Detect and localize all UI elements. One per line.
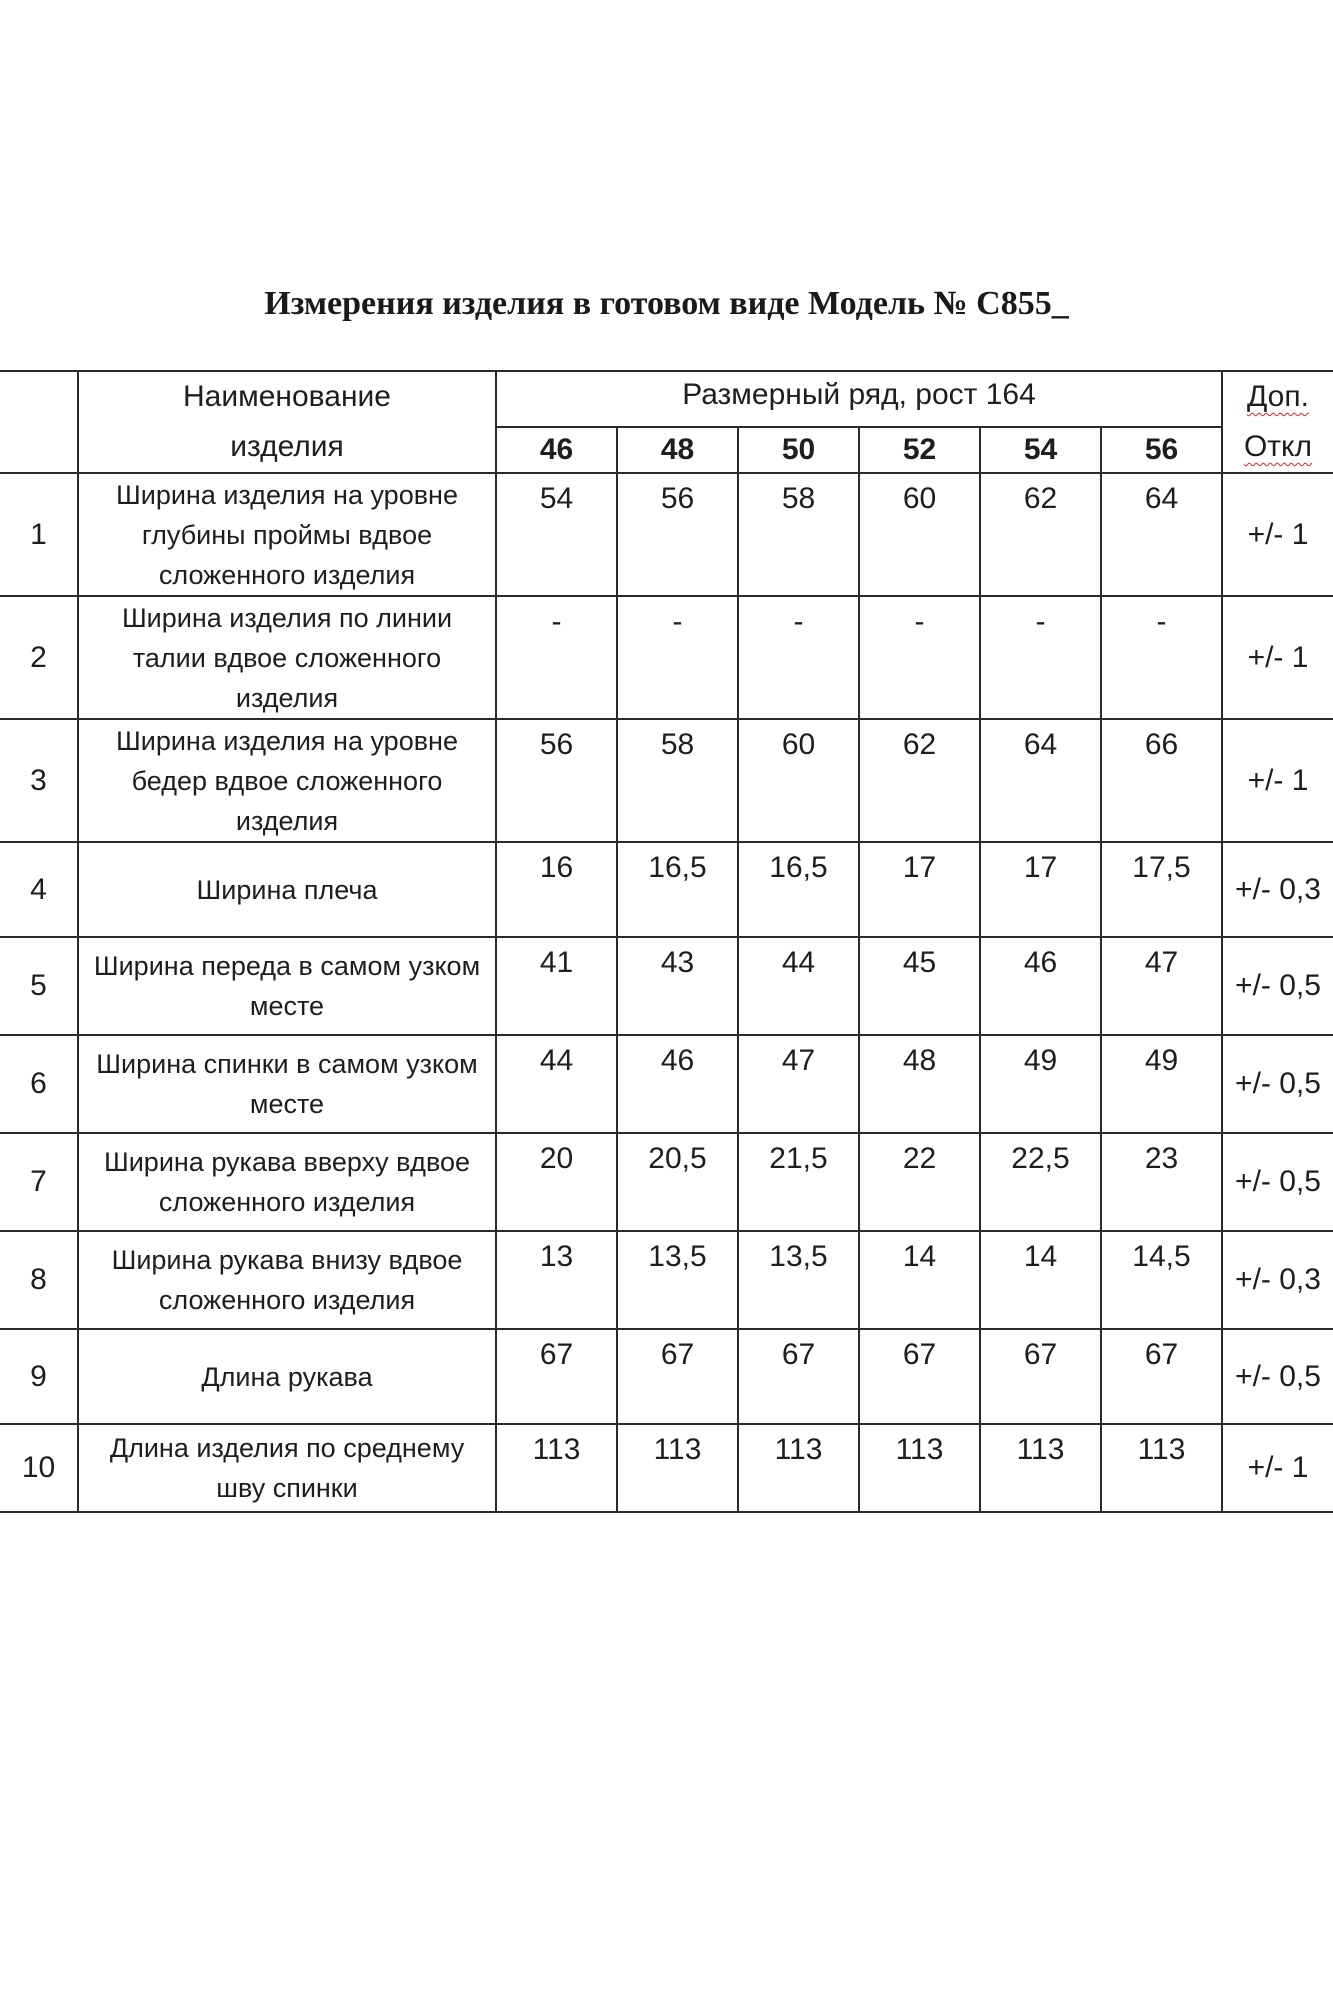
header-size-1: 48 xyxy=(617,427,738,473)
header-tolerance-cell xyxy=(1222,371,1333,473)
table-row xyxy=(0,1424,1333,1512)
header-name-line1: Наименование xyxy=(183,380,391,413)
row-value-size-54: 62 xyxy=(980,473,1101,596)
header-size-0: 46 xyxy=(496,427,617,473)
row-tolerance: +/- 0,5 xyxy=(1222,1035,1333,1133)
row-tolerance: +/- 1 xyxy=(1222,719,1333,842)
row-name: Ширина изделия по линии талии вдвое сложенного изделия xyxy=(78,596,496,719)
row-value-size-48: 43 xyxy=(617,937,738,1035)
header-name-line2: изделия xyxy=(230,430,344,463)
row-value-size-48: 16,5 xyxy=(617,842,738,937)
row-value-size-54: 67 xyxy=(980,1329,1101,1424)
row-value-size-50: 47 xyxy=(738,1035,859,1133)
table-row xyxy=(0,1231,1333,1329)
row-value-size-56: 17,5 xyxy=(1101,842,1222,937)
document-title: Измерения изделия в готовом виде Модель № С855_ xyxy=(264,285,1069,322)
row-tolerance: +/- 1 xyxy=(1222,1424,1333,1512)
row-value-size-52: 60 xyxy=(859,473,980,596)
row-value-size-46: 56 xyxy=(496,719,617,842)
row-name: Ширина переда в самом узком месте xyxy=(78,937,496,1035)
row-value-size-46: 41 xyxy=(496,937,617,1035)
row-value-size-46: 113 xyxy=(496,1424,617,1512)
row-value-size-50: - xyxy=(738,596,859,719)
measurements-table xyxy=(0,370,1333,1513)
row-name: Ширина спинки в самом узком месте xyxy=(78,1035,496,1133)
row-value-size-52: 113 xyxy=(859,1424,980,1512)
row-value-size-46: 54 xyxy=(496,473,617,596)
row-value-size-56: - xyxy=(1101,596,1222,719)
table-row xyxy=(0,842,1333,937)
row-value-size-54: 14 xyxy=(980,1231,1101,1329)
row-tolerance: +/- 0,3 xyxy=(1222,842,1333,937)
row-name: Длина изделия по среднему шву спинки xyxy=(78,1424,496,1512)
header-name-cell xyxy=(78,371,496,473)
row-number: 1 xyxy=(0,473,78,596)
header-tolerance-line2: Откл xyxy=(1243,430,1313,463)
table-row xyxy=(0,937,1333,1035)
row-value-size-52: 45 xyxy=(859,937,980,1035)
header-size-3: 52 xyxy=(859,427,980,473)
row-value-size-50: 44 xyxy=(738,937,859,1035)
header-tolerance-line1: Доп. xyxy=(1247,380,1309,413)
row-number: 4 xyxy=(0,842,78,937)
row-value-size-46: - xyxy=(496,596,617,719)
row-value-size-46: 16 xyxy=(496,842,617,937)
row-value-size-54: 46 xyxy=(980,937,1101,1035)
row-number: 3 xyxy=(0,719,78,842)
row-value-size-54: 113 xyxy=(980,1424,1101,1512)
row-value-size-56: 66 xyxy=(1101,719,1222,842)
header-number-cell xyxy=(0,371,78,473)
row-value-size-56: 14,5 xyxy=(1101,1231,1222,1329)
row-value-size-56: 67 xyxy=(1101,1329,1222,1424)
row-value-size-48: 113 xyxy=(617,1424,738,1512)
row-tolerance: +/- 0,5 xyxy=(1222,1329,1333,1424)
row-value-size-52: 14 xyxy=(859,1231,980,1329)
row-value-size-50: 113 xyxy=(738,1424,859,1512)
row-value-size-46: 67 xyxy=(496,1329,617,1424)
row-value-size-48: - xyxy=(617,596,738,719)
row-value-size-54: 22,5 xyxy=(980,1133,1101,1231)
row-value-size-50: 58 xyxy=(738,473,859,596)
row-value-size-48: 20,5 xyxy=(617,1133,738,1231)
row-value-size-54: - xyxy=(980,596,1101,719)
row-value-size-56: 49 xyxy=(1101,1035,1222,1133)
row-value-size-48: 58 xyxy=(617,719,738,842)
row-number: 9 xyxy=(0,1329,78,1424)
row-value-size-56: 64 xyxy=(1101,473,1222,596)
table-row xyxy=(0,719,1333,842)
row-value-size-56: 23 xyxy=(1101,1133,1222,1231)
table-row xyxy=(0,596,1333,719)
table-row xyxy=(0,1329,1333,1424)
row-value-size-50: 21,5 xyxy=(738,1133,859,1231)
row-value-size-46: 13 xyxy=(496,1231,617,1329)
row-tolerance: +/- 0,3 xyxy=(1222,1231,1333,1329)
row-name: Ширина рукава вверху вдвое сложенного изделия xyxy=(78,1133,496,1231)
row-number: 2 xyxy=(0,596,78,719)
table-row xyxy=(0,473,1333,596)
row-value-size-48: 46 xyxy=(617,1035,738,1133)
row-value-size-54: 49 xyxy=(980,1035,1101,1133)
row-tolerance: +/- 0,5 xyxy=(1222,1133,1333,1231)
row-value-size-48: 56 xyxy=(617,473,738,596)
row-value-size-48: 67 xyxy=(617,1329,738,1424)
row-value-size-46: 20 xyxy=(496,1133,617,1231)
row-value-size-56: 47 xyxy=(1101,937,1222,1035)
header-size-2: 50 xyxy=(738,427,859,473)
row-tolerance: +/- 1 xyxy=(1222,473,1333,596)
row-value-size-52: - xyxy=(859,596,980,719)
row-value-size-52: 62 xyxy=(859,719,980,842)
row-value-size-56: 113 xyxy=(1101,1424,1222,1512)
row-tolerance: +/- 0,5 xyxy=(1222,937,1333,1035)
table-row xyxy=(0,1035,1333,1133)
header-row-top xyxy=(0,371,1333,427)
header-size-5: 56 xyxy=(1101,427,1222,473)
row-number: 10 xyxy=(0,1424,78,1512)
row-number: 8 xyxy=(0,1231,78,1329)
row-tolerance: +/- 1 xyxy=(1222,596,1333,719)
header-size-4: 54 xyxy=(980,427,1101,473)
table-body xyxy=(0,371,1333,1512)
row-value-size-54: 64 xyxy=(980,719,1101,842)
row-name: Ширина изделия на уровне бедер вдвое сложенного изделия xyxy=(78,719,496,842)
row-name: Длина рукава xyxy=(78,1329,496,1424)
row-value-size-50: 13,5 xyxy=(738,1231,859,1329)
row-value-size-52: 67 xyxy=(859,1329,980,1424)
row-value-size-46: 44 xyxy=(496,1035,617,1133)
row-number: 5 xyxy=(0,937,78,1035)
row-number: 7 xyxy=(0,1133,78,1231)
row-value-size-50: 60 xyxy=(738,719,859,842)
row-number: 6 xyxy=(0,1035,78,1133)
row-value-size-50: 16,5 xyxy=(738,842,859,937)
row-value-size-54: 17 xyxy=(980,842,1101,937)
row-value-size-50: 67 xyxy=(738,1329,859,1424)
row-name: Ширина плеча xyxy=(78,842,496,937)
row-value-size-52: 17 xyxy=(859,842,980,937)
row-value-size-52: 48 xyxy=(859,1035,980,1133)
row-value-size-52: 22 xyxy=(859,1133,980,1231)
header-size-range: Размерный ряд, рост 164 xyxy=(496,371,1222,427)
row-value-size-48: 13,5 xyxy=(617,1231,738,1329)
row-name: Ширина изделия на уровне глубины проймы вдвое сложенного изделия xyxy=(78,473,496,596)
row-name: Ширина рукава внизу вдвое сложенного изделия xyxy=(78,1231,496,1329)
table-row xyxy=(0,1133,1333,1231)
